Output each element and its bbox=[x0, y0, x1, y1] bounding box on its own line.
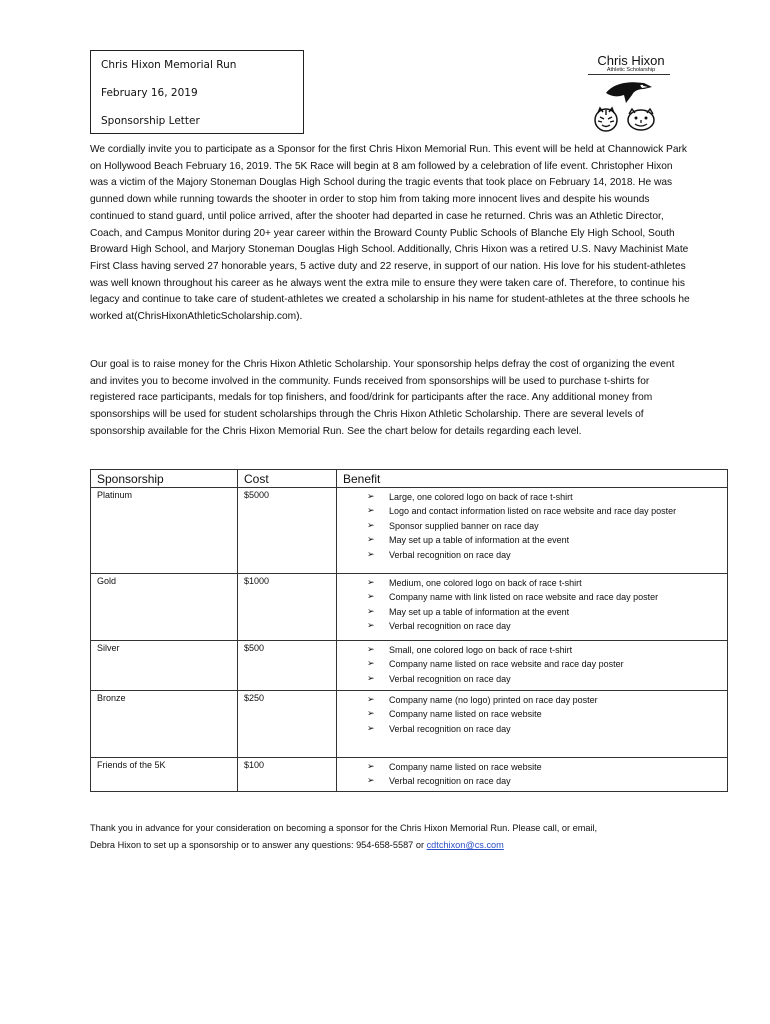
sponsorship-level: Platinum bbox=[91, 488, 238, 574]
benefit-item: ➢ May set up a table of information at the event bbox=[367, 533, 721, 547]
benefit-item: ➢ Company name listed on race website bbox=[367, 707, 721, 721]
benefit-list bbox=[343, 643, 721, 686]
header-box bbox=[90, 50, 304, 134]
benefit-item: ➢ Large, one colored logo on back of race t-shirt bbox=[367, 490, 721, 504]
letter-type: Sponsorship Letter bbox=[101, 115, 200, 127]
logo-rule bbox=[588, 74, 670, 75]
benefit-list bbox=[343, 693, 721, 736]
benefit-item: ➢ Verbal recognition on race day bbox=[367, 722, 721, 736]
benefit-list bbox=[343, 490, 721, 562]
table-row bbox=[91, 574, 728, 641]
table-row bbox=[91, 758, 728, 792]
benefit-cell bbox=[337, 691, 728, 758]
sponsorship-cost: $250 bbox=[238, 691, 337, 758]
benefit-item: ➢ May set up a table of information at the event bbox=[367, 605, 721, 619]
sponsorship-level: Gold bbox=[91, 574, 238, 641]
closing-contact-text: Debra Hixon to set up a sponsorship or to answer any questions: 954-658-5587 or bbox=[90, 840, 427, 850]
benefit-cell bbox=[337, 758, 728, 792]
eagle-mascot-icon bbox=[604, 79, 654, 105]
header-sponsorship: Sponsorship bbox=[91, 470, 238, 488]
sponsorship-cost: $5000 bbox=[238, 488, 337, 574]
benefit-cell bbox=[337, 574, 728, 641]
benefit-item: ➢ Company name (no logo) printed on race day poster bbox=[367, 693, 721, 707]
benefit-list bbox=[343, 576, 721, 634]
benefit-item: ➢ Company name with link listed on race website and race day poster bbox=[367, 590, 721, 604]
sponsorship-level: Friends of the 5K bbox=[91, 758, 238, 792]
tiger-mascot-icon bbox=[592, 105, 620, 133]
sponsorship-table bbox=[90, 469, 728, 792]
benefit-list bbox=[343, 760, 721, 789]
benefit-item: ➢ Verbal recognition on race day bbox=[367, 619, 721, 633]
benefit-item: ➢ Company name listed on race website bbox=[367, 760, 721, 774]
sponsorship-cost: $1000 bbox=[238, 574, 337, 641]
benefit-cell bbox=[337, 488, 728, 574]
benefit-item: ➢ Company name listed on race website and race day poster bbox=[367, 657, 721, 671]
header-cost: Cost bbox=[238, 470, 337, 488]
logo-subtitle: Athletic Scholarship bbox=[606, 67, 656, 73]
header-benefit: Benefit bbox=[337, 470, 728, 488]
benefit-item: ➢ Medium, one colored logo on back of race t-shirt bbox=[367, 576, 721, 590]
event-title: Chris Hixon Memorial Run bbox=[101, 59, 237, 71]
benefit-item: ➢ Verbal recognition on race day bbox=[367, 774, 721, 788]
closing-paragraph bbox=[90, 820, 690, 854]
table-row bbox=[91, 691, 728, 758]
benefit-item: ➢ Verbal recognition on race day bbox=[367, 548, 721, 562]
benefit-item: ➢ Sponsor supplied banner on race day bbox=[367, 519, 721, 533]
scholarship-logo bbox=[582, 53, 674, 141]
closing-line-1: Thank you in advance for your consideration on becoming a sponsor for the Chris Hixon Memorial Run. Please call, or email, bbox=[90, 823, 598, 833]
intro-paragraph: We cordially invite you to participate as a Sponsor for the first Chris Hixon Memorial Run. This event will be held at Channowick Park on Hollywood Beach February 16, 2019. The 5K Race will begin at 8 am followed by a celebration of life event. Christopher Hixon was a victim of the Majory Stoneman Douglas High School during the tragic events that took place on February 14, 2018. He was gunned down while running towards the shooter in order to stop him from taking more innocent lives and despite his wounds continued to stand guard, until police arrived, after the shooter had departed in case he returned. Chris was an Athletic Director, Coach, and Campus Monitor during 20+ year career within the Broward County Public Schools of Blanche Ely High School, South Broward High School, and Marjory Stoneman Douglas High School. Additionally, Chris Hixon was a retired U.S. Navy Machinist Mate First Class having served 27 honorable years, 5 active duty and 22 reserve, in support of our nation. His love for his student-athletes was well known throughout his career as he always went the extra mile to ensure they were taken care of. Therefore, to continue his legacy and continue to take care of student-athletes we created a scholarship in his name for student-athletes at the three schools he worked at(ChrisHixonAthleticScholarship.com). bbox=[90, 144, 690, 323]
sponsorship-cost: $100 bbox=[238, 758, 337, 792]
goal-paragraph: Our goal is to raise money for the Chris Hixon Athletic Scholarship. Your sponsorship helps defray the cost of organizing the event and invites you to become involved in the community. Funds received from sponsorships will be used to purchase t-shirts for registered race participants, medals for top finishers, and food/drink for participants after the race. Any additional money from sponsorships will be used for student scholarships through the Chris Hixon Athletic Scholarship. There are several levels of sponsorship available for the Chris Hixon Memorial Run. See the chart below for details regarding each level. bbox=[90, 359, 675, 437]
benefit-item: ➢ Logo and contact information listed on race website and race day poster bbox=[367, 504, 721, 518]
event-date: February 16, 2019 bbox=[101, 87, 198, 99]
sponsorship-level: Bronze bbox=[91, 691, 238, 758]
table-header-row bbox=[91, 470, 728, 488]
email-link[interactable]: cdtchixon@cs.com bbox=[426, 840, 504, 850]
table-row bbox=[91, 641, 728, 691]
closing-line-2 bbox=[90, 837, 690, 854]
table-row bbox=[91, 488, 728, 574]
benefit-item: ➢ Verbal recognition on race day bbox=[367, 672, 721, 686]
sponsorship-level: Silver bbox=[91, 641, 238, 691]
bulldog-mascot-icon bbox=[626, 107, 656, 131]
logo-brand: Chris Hixon bbox=[597, 53, 665, 68]
sponsorship-cost: $500 bbox=[238, 641, 337, 691]
benefit-cell bbox=[337, 641, 728, 691]
benefit-item: ➢ Small, one colored logo on back of race t-shirt bbox=[367, 643, 721, 657]
